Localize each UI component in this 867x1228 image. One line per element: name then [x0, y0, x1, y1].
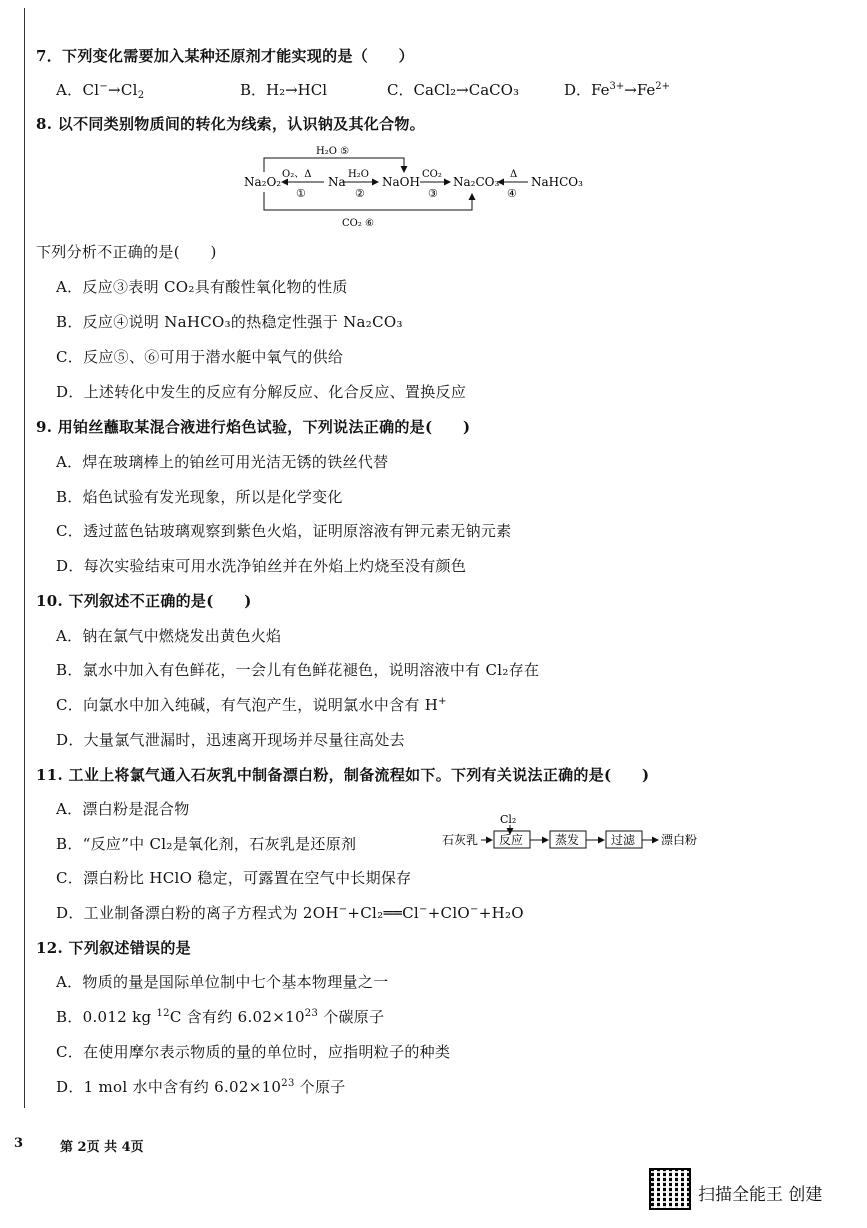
qr-code-icon [651, 1170, 689, 1208]
r2-condition: H₂O [348, 169, 369, 180]
q12-option-b: B．0.012 kg $^{12}$C 含有约 $6.02\times 10^{23}$ 个碳原子 [56, 1008, 385, 1026]
q7-option-b: B．H₂→HCl [240, 81, 328, 99]
node-na2o2: Na₂O₂ [244, 175, 282, 189]
flow-step2: 蒸发 [555, 833, 580, 847]
q11-option-d: D．工业制备漂白粉的离子方程式为 2OH−+Cl₂══Cl−+ClO−+H₂O [56, 904, 524, 922]
q10-option-b: B．氯水中加入有色鲜花，一会儿有色鲜花褪色，说明溶液中有 Cl₂存在 [56, 661, 540, 679]
q8-option-d: D．上述转化中发生的反应有分解反应、化合反应、置换反应 [56, 383, 467, 401]
q7-option-d: D．$Fe^{3+}\to Fe^{2+}$ [564, 81, 671, 99]
flow-start: 石灰乳 [442, 833, 479, 847]
q10-stem: 10. 下列叙述不正确的是( ) [36, 592, 252, 610]
q10-option-a: A．钠在氯气中燃烧发出黄色火焰 [56, 627, 282, 645]
binding-margin-line [24, 8, 25, 1108]
flow-step3: 过滤 [611, 833, 636, 847]
bleach-process-flow [440, 810, 720, 854]
r6-label: CO₂ ⑥ [342, 218, 375, 229]
q7-option-c: C．CaCl₂→CaCO₃ [387, 81, 519, 99]
r3-number: ③ [428, 187, 438, 200]
r2-number: ② [355, 187, 365, 200]
q8-option-b: B．反应④说明 NaHCO₃的热稳定性强于 Na₂CO₃ [56, 313, 403, 331]
q11-stem: 11. 工业上将氯气通入石灰乳中制备漂白粉，制备流程如下。下列有关说法正确的是( ) [36, 766, 650, 784]
r1-condition: O₂、Δ [282, 169, 312, 180]
q12-stem: 12. 下列叙述错误的是 [36, 939, 191, 957]
node-na: Na [328, 175, 346, 189]
q9-option-c: C．透过蓝色钴玻璃观察到紫色火焰，证明原溶液有钾元素无钠元素 [56, 522, 512, 540]
scanner-brand-text: 扫描全能王 创建 [698, 1185, 823, 1205]
q9-option-b: B．焰色试验有发光现象，所以是化学变化 [56, 488, 343, 506]
q12-option-c: C．在使用摩尔表示物质的量的单位时，应指明粒子的种类 [56, 1043, 451, 1061]
page-number: 第 2页 共 4页 [60, 1140, 144, 1155]
q12-option-a: A．物质的量是国际单位制中七个基本物理量之一 [56, 973, 389, 991]
flow-end: 漂白粉 [661, 833, 698, 847]
q8-prompt: 下列分析不正确的是( ) [36, 243, 217, 261]
node-nahco3: NaHCO₃ [531, 175, 583, 189]
q11-option-a: A．漂白粉是混合物 [56, 800, 190, 818]
q8-stem: 8. 以不同类别物质间的转化为线索，认识钠及其化合物。 [36, 115, 425, 133]
sodium-conversion-diagram [236, 138, 596, 234]
q8-option-c: C．反应⑤、⑥可用于潜水艇中氧气的供给 [56, 348, 344, 366]
q10-option-d: D．大量氯气泄漏时，迅速离开现场并尽量往高处去 [56, 731, 405, 749]
node-naoh: NaOH [382, 175, 420, 189]
r4-number: ④ [507, 187, 517, 200]
r1-number: ① [296, 187, 306, 200]
flow-step1: 反应 [499, 833, 524, 847]
q11-option-c: C．漂白粉比 HClO 稳定，可露置在空气中长期保存 [56, 869, 412, 887]
q7-option-a: A．$Cl^-\to Cl_2$ [56, 81, 145, 101]
q8-option-a: A．反应③表明 CO₂具有酸性氧化物的性质 [56, 278, 348, 296]
q9-stem: 9. 用铂丝蘸取某混合液进行焰色试验，下列说法正确的是( ) [36, 418, 471, 436]
q9-option-d: D．每次实验结束可用水洗净铂丝并在外焰上灼烧至没有颜色 [56, 557, 467, 575]
r4-condition: Δ [510, 169, 518, 180]
r5-label: H₂O ⑤ [316, 146, 350, 157]
page-edge-mark: 3 [14, 1136, 24, 1151]
node-na2co3: Na₂CO₃ [453, 175, 500, 189]
q10-option-c: C．向氯水中加入纯碱，有气泡产生，说明氯水中含有 H+ [56, 696, 447, 714]
q12-option-d: D．1 mol 水中含有约 $6.02\times 10^{23}$ 个原子 [56, 1078, 346, 1096]
r3-condition: CO₂ [422, 169, 442, 180]
q7-stem: 7．下列变化需要加入某种还原剂才能实现的是（ ） [36, 47, 414, 65]
q9-option-a: A．焊在玻璃棒上的铂丝可用光洁无锈的铁丝代替 [56, 453, 389, 471]
q11-option-b: B．“反应”中 Cl₂是氧化剂，石灰乳是还原剂 [56, 835, 357, 853]
flow-input-cl2: Cl₂ [500, 813, 517, 826]
